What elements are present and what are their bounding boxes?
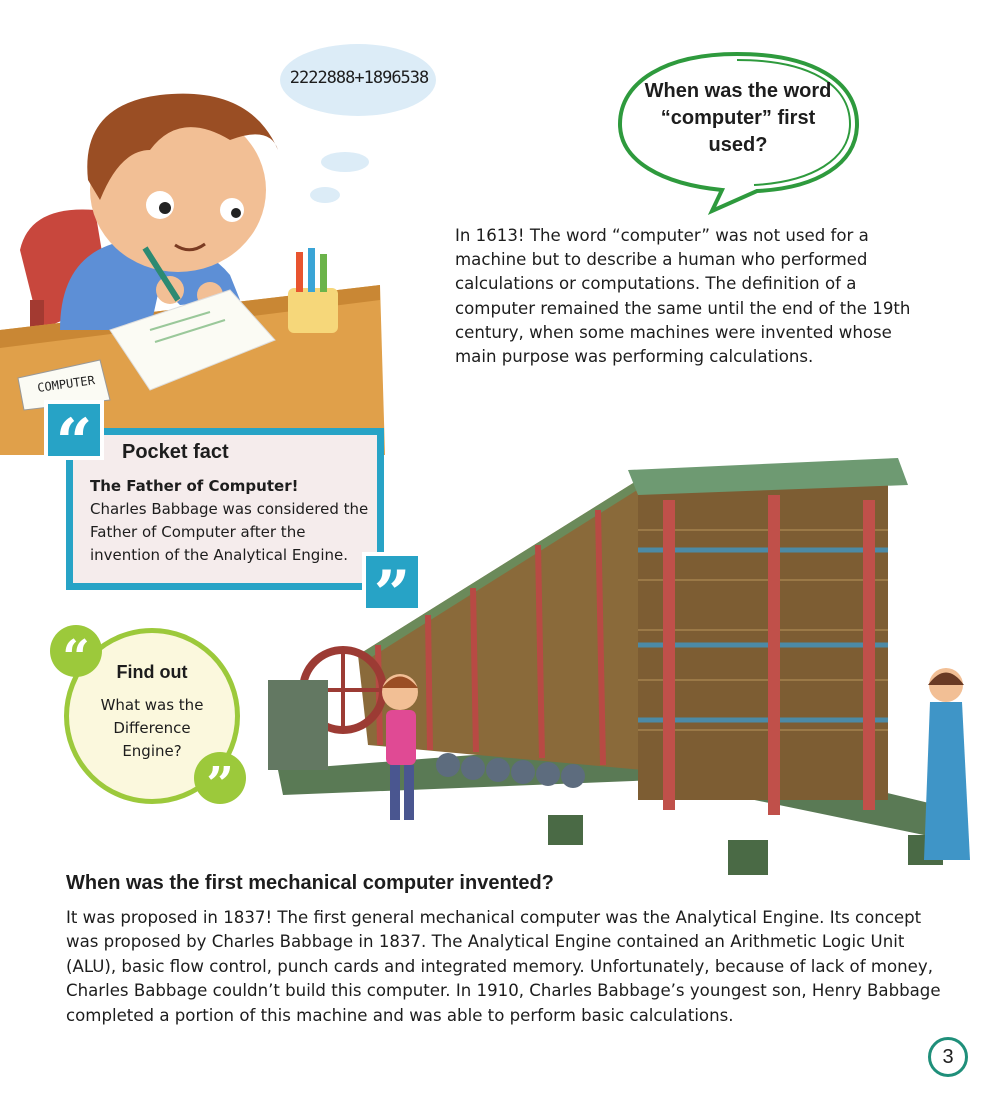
page-number: 3 xyxy=(928,1037,968,1077)
pocket-fact-subheading: The Father of Computer! xyxy=(90,477,299,495)
quote-open-icon: “ xyxy=(44,400,104,460)
question-word-computer-heading: When was the word “computer” first used? xyxy=(644,80,832,156)
answer-word-computer-paragraph: In 1613! The word “computer” was not used for a machine but to describe a human who performed calculations or computations. The definition of a computer remained the same until the end of the 19th century, when some machines were invented whose main purpose was performing calculations. xyxy=(455,226,911,367)
desk-sign-text: COMPUTER xyxy=(36,373,96,395)
find-out-body: What was the Difference Engine? xyxy=(100,696,204,760)
analytical-engine-illustration xyxy=(258,440,978,900)
answer-mechanical-computer-paragraph: It was proposed in 1837! The first general mechanical computer was the Analytical Engine. Its concept was proposed by Charles Babbage in 1837. The Analytical Engine contained an Arithmetic Logic Unit (ALU), basic flow control, punch cards and integrated memory. Unfortunately, because of lack of money, Charles Babbage couldn’t build this computer. In 1910, Charles Babbage’s youngest son, Henry Babbage completed a portion of this machine and was able to perform basic calculations. xyxy=(66,908,941,1025)
question-mechanical-computer-heading: When was the first mechanical computer invented? xyxy=(66,872,554,894)
pocket-fact-body: Charles Babbage was considered the Father of Computer after the invention of the Analytical Engine. xyxy=(90,500,369,564)
quote-open-icon: “ xyxy=(50,625,102,677)
thought-bubble-text: 2222888+1896538 xyxy=(289,68,429,88)
quote-close-icon: ” xyxy=(194,752,246,804)
thought-bubble-dots xyxy=(305,150,375,210)
pocket-fact-heading: Pocket fact xyxy=(122,441,229,463)
quote-close-icon: ” xyxy=(362,552,422,612)
find-out-heading: Find out xyxy=(116,662,188,682)
